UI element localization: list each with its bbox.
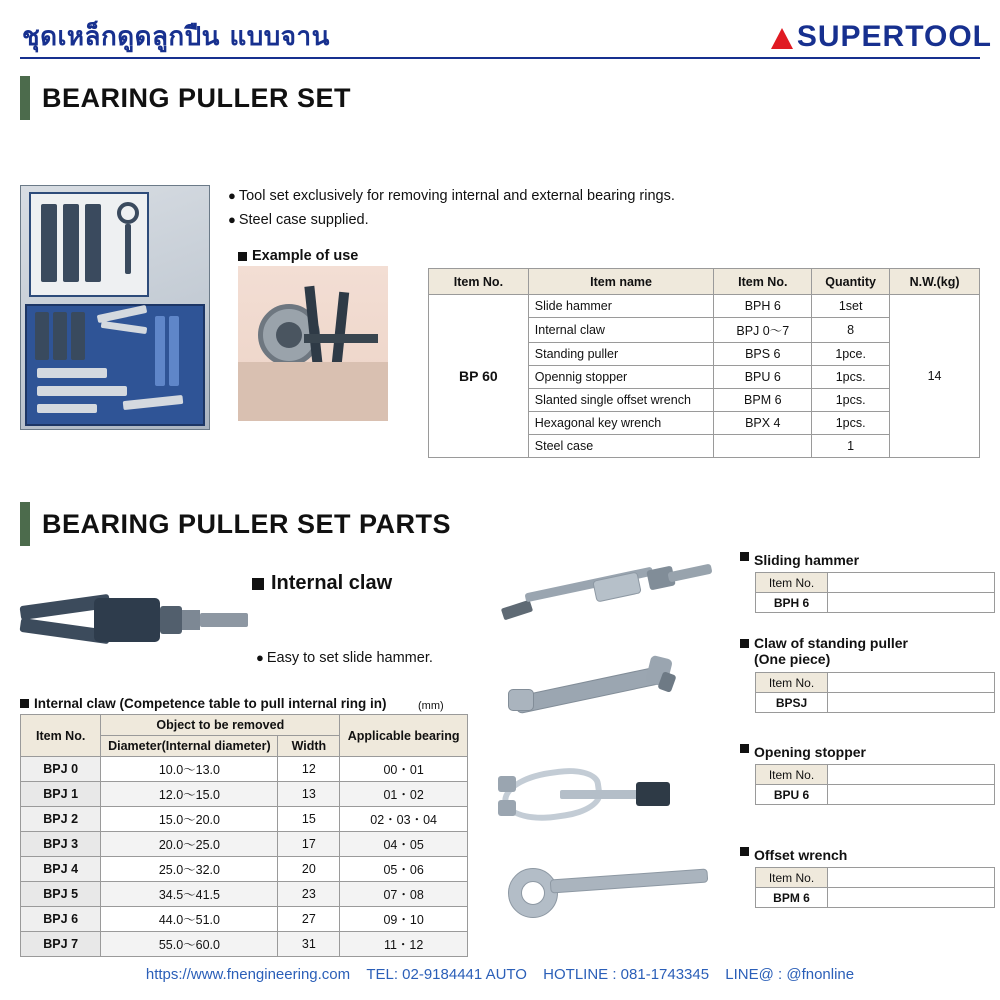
blank-cell (828, 888, 995, 908)
diameter: 25.0〜32.0 (101, 857, 278, 882)
example-of-use-label (238, 248, 358, 264)
item-no: BPH 6 (714, 295, 812, 318)
section-heading-parts (20, 502, 451, 546)
applicable-bearing: 01・02 (340, 782, 468, 807)
sliding-hammer-photo (498, 568, 718, 630)
mini-label-text: Offset wrench (754, 847, 848, 863)
width: 13 (278, 782, 340, 807)
easy-set-note (256, 650, 433, 666)
table-header-row (429, 269, 980, 295)
internal-claw-spec-table (20, 714, 468, 957)
bullet-dot-icon: ● (256, 650, 264, 665)
footer-url[interactable]: https://www.fnengineering.com (145, 966, 351, 983)
table-row (756, 693, 995, 713)
col-header-item-no: Item No. (756, 573, 828, 593)
item-no-value: BPSJ (756, 693, 828, 713)
case-tool (123, 395, 184, 410)
mini-label-text: Claw of standing puller (754, 635, 909, 651)
col-header-item-no: Item No. (756, 765, 828, 785)
square-bullet-icon (740, 847, 749, 856)
bullet-dot-icon: ● (228, 188, 236, 203)
square-bullet-icon (740, 744, 749, 753)
item-name: Hexagonal key wrench (528, 412, 714, 435)
quantity: 1 (812, 435, 890, 458)
col-header-width: Width (278, 736, 340, 757)
width: 27 (278, 907, 340, 932)
case-lid-slot (41, 204, 57, 282)
claw-body (94, 598, 160, 642)
blank-cell (828, 573, 995, 593)
case-tool (71, 312, 85, 360)
example-of-use-photo (238, 266, 388, 421)
item-no: BPJ 4 (21, 857, 101, 882)
section-heading-bearing-puller-set (20, 76, 351, 120)
item-no-value: BPM 6 (756, 888, 828, 908)
diameter: 10.0〜13.0 (101, 757, 278, 782)
hammer-handle (667, 564, 712, 583)
diameter: 55.0〜60.0 (101, 932, 278, 957)
opening-stopper-photo (498, 760, 708, 830)
item-no: BPJ 3 (21, 832, 101, 857)
footer-tel: TEL: 02-9184441 AUTO (366, 966, 527, 983)
table-row (21, 857, 468, 882)
table-row (21, 882, 468, 907)
table-row (756, 868, 995, 888)
table-row (756, 573, 995, 593)
col-header-applicable-bearing: Applicable bearing (340, 715, 468, 757)
quantity: 1pcs. (812, 366, 890, 389)
header-divider (20, 57, 980, 59)
claw-nut (182, 610, 200, 630)
quantity: 1pcs. (812, 412, 890, 435)
standing-puller-claw-photo (508, 655, 738, 715)
blank-cell (828, 693, 995, 713)
quantity: 1pcs. (812, 389, 890, 412)
case-tool (37, 386, 127, 396)
diameter: 15.0〜20.0 (101, 807, 278, 832)
quantity: 1set (812, 295, 890, 318)
section-accent-bar (20, 76, 30, 120)
table-row (756, 593, 995, 613)
internal-claw-heading (252, 572, 392, 595)
claw-base (508, 689, 534, 711)
diameter: 12.0〜15.0 (101, 782, 278, 807)
item-name: Opennig stopper (528, 366, 714, 389)
square-bullet-icon (252, 578, 264, 590)
mini-label-text: Opening stopper (754, 744, 866, 760)
case-tool (37, 404, 97, 413)
square-bullet-icon (20, 699, 29, 708)
item-name: Steel case (528, 435, 714, 458)
blank-cell (828, 593, 995, 613)
item-no: BPJ 7 (21, 932, 101, 957)
col-header-item-no: Item No. (429, 269, 529, 295)
case-tool (155, 316, 165, 386)
hammer-tip (501, 600, 533, 621)
product-case-photo (20, 185, 210, 430)
table-row (429, 295, 980, 318)
width: 23 (278, 882, 340, 907)
case-lid-slot (85, 204, 101, 282)
item-no: BPJ 1 (21, 782, 101, 807)
claw-table-label-text: Internal claw (Competence table to pull internal ring in) (34, 696, 387, 711)
set-item-no: BP 60 (429, 295, 529, 458)
blank-cell (828, 765, 995, 785)
item-no (714, 435, 812, 458)
bullet-text: Tool set exclusively for removing internal and external bearing rings. (238, 188, 675, 204)
item-no: BPS 6 (714, 343, 812, 366)
col-header-item-no: Item No. (21, 715, 101, 757)
case-lid-slot (63, 204, 79, 282)
case-tool (101, 321, 148, 334)
mini-label-claw-standing-puller (740, 635, 908, 667)
footer-contact (0, 966, 1000, 983)
case-tool (37, 368, 107, 378)
bullet-dot-icon: ● (228, 212, 236, 227)
stopper-shaft (560, 790, 640, 799)
item-no: BPJ 0〜7 (714, 318, 812, 343)
offset-wrench-photo (508, 862, 718, 922)
width: 15 (278, 807, 340, 832)
col-header-item-name: Item name (528, 269, 714, 295)
item-no-value: BPU 6 (756, 785, 828, 805)
table-row (21, 907, 468, 932)
wrench-ring-icon (117, 202, 139, 224)
footer-hotline: HOTLINE : 081-1743345 (543, 966, 710, 983)
table-row (756, 785, 995, 805)
item-name: Slanted single offset wrench (528, 389, 714, 412)
internal-claw-heading-text: Internal claw (271, 572, 393, 594)
net-weight: 14 (890, 295, 980, 458)
easy-set-note-text: Easy to set slide hammer. (266, 650, 433, 666)
bearing-inner-ring (276, 322, 302, 348)
applicable-bearing: 07・08 (340, 882, 468, 907)
case-body (25, 304, 205, 426)
col-header-item-no-2: Item No. (714, 269, 812, 295)
table-row (21, 782, 468, 807)
quantity: 8 (812, 318, 890, 343)
table-row (21, 757, 468, 782)
brand-triangle-icon (771, 28, 793, 49)
diameter: 34.5〜41.5 (101, 882, 278, 907)
table-header-row (21, 715, 468, 736)
wrench-handle (125, 224, 131, 274)
stopper-tip (498, 776, 516, 792)
item-no: BPJ 0 (21, 757, 101, 782)
table-row (21, 807, 468, 832)
footer-line: LINE@ : @fnonline (725, 966, 855, 983)
puller-shaft (304, 334, 378, 343)
item-no: BPJ 5 (21, 882, 101, 907)
applicable-bearing: 02・03・04 (340, 807, 468, 832)
item-no: BPM 6 (714, 389, 812, 412)
table-row (756, 888, 995, 908)
col-header-object-removed: Object to be removed (101, 715, 340, 736)
brand-name: SUPERTOOL (796, 20, 992, 53)
opening-stopper-table (755, 764, 995, 805)
unit-note: (mm) (418, 700, 444, 712)
sliding-hammer-table (755, 572, 995, 613)
case-tool (53, 312, 67, 360)
claw-arm (514, 666, 664, 715)
wrench-ring-hole (521, 881, 545, 905)
bullet-item (228, 188, 675, 204)
item-name: Internal claw (528, 318, 714, 343)
item-no: BPX 4 (714, 412, 812, 435)
internal-claw-photo (20, 582, 250, 662)
mini-label-sliding-hammer (740, 552, 859, 568)
applicable-bearing: 09・10 (340, 907, 468, 932)
blank-cell (828, 673, 995, 693)
square-bullet-icon (740, 552, 749, 561)
applicable-bearing: 00・01 (340, 757, 468, 782)
item-name: Standing puller (528, 343, 714, 366)
brand-logo (771, 20, 992, 54)
applicable-bearing: 04・05 (340, 832, 468, 857)
case-tool (169, 316, 179, 386)
diameter: 20.0〜25.0 (101, 832, 278, 857)
item-no: BPJ 6 (21, 907, 101, 932)
table-row (756, 765, 995, 785)
item-no-value: BPH 6 (756, 593, 828, 613)
hammer-weight (592, 571, 642, 602)
case-tool (35, 312, 49, 360)
blank-cell (828, 785, 995, 805)
wrench-handle (550, 869, 709, 894)
width: 20 (278, 857, 340, 882)
feature-bullets (228, 188, 675, 236)
diameter: 44.0〜51.0 (101, 907, 278, 932)
bullet-item (228, 212, 675, 228)
col-header-item-no: Item No. (756, 868, 828, 888)
bullet-text: Steel case supplied. (238, 212, 369, 228)
col-header-quantity: Quantity (812, 269, 890, 295)
col-header-diameter: Diameter(Internal diameter) (101, 736, 278, 757)
width: 31 (278, 932, 340, 957)
item-no: BPU 6 (714, 366, 812, 389)
col-header-item-no: Item No. (756, 673, 828, 693)
width: 12 (278, 757, 340, 782)
claw-table-label (20, 696, 387, 711)
mini-label-line1 (740, 635, 908, 651)
stopper-knob (636, 782, 670, 806)
mini-label-offset-wrench (740, 847, 847, 863)
bp60-contents-table (428, 268, 980, 458)
col-header-net-weight: N.W.(kg) (890, 269, 980, 295)
square-bullet-icon (740, 639, 749, 648)
square-bullet-icon (238, 252, 247, 261)
mini-label-opening-stopper (740, 744, 866, 760)
offset-wrench-table (755, 867, 995, 908)
item-name: Slide hammer (528, 295, 714, 318)
claw-standing-puller-table (755, 672, 995, 713)
mini-label-text-2: (One piece) (754, 651, 831, 667)
section-title: BEARING PULLER SET (42, 82, 352, 113)
table-row (756, 673, 995, 693)
applicable-bearing: 11・12 (340, 932, 468, 957)
stopper-tip (498, 800, 516, 816)
page-title-thai: ชุดเหล็กดูดลูกปืน แบบจาน (22, 22, 330, 52)
mini-label-text: Sliding hammer (754, 552, 860, 568)
photo-floor (238, 362, 388, 421)
blank-cell (828, 868, 995, 888)
table-row (21, 932, 468, 957)
case-lid (29, 192, 149, 297)
table-row (21, 832, 468, 857)
example-label-text: Example of use (252, 248, 359, 264)
item-no: BPJ 2 (21, 807, 101, 832)
claw-thread (200, 613, 248, 627)
quantity: 1pce. (812, 343, 890, 366)
section-title: BEARING PULLER SET PARTS (42, 508, 452, 539)
claw-collar (160, 606, 182, 634)
applicable-bearing: 05・06 (340, 857, 468, 882)
width: 17 (278, 832, 340, 857)
section-accent-bar (20, 502, 30, 546)
